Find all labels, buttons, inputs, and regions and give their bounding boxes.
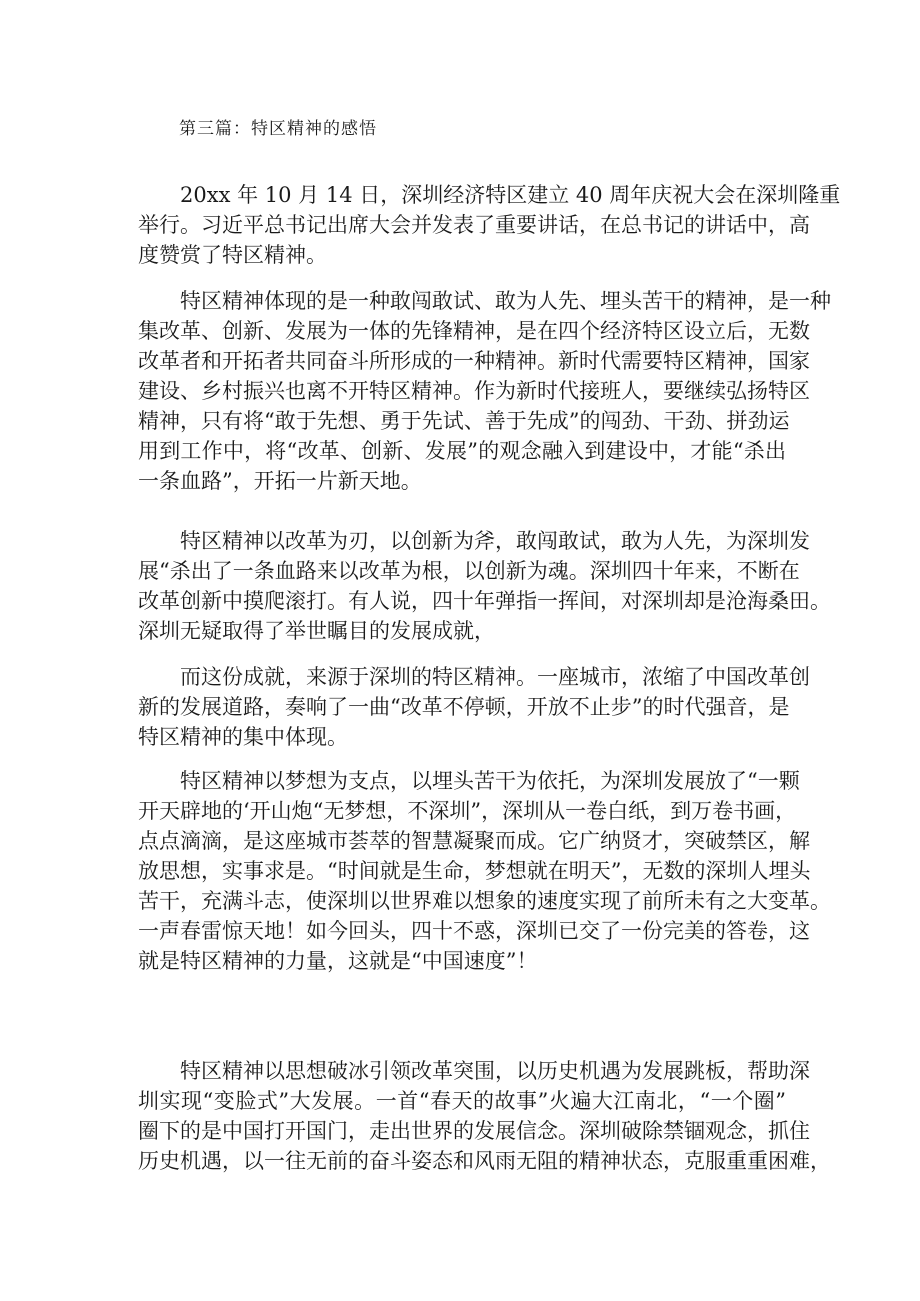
paragraph-line: 特区精神体现的是一种敢闯敢试、敢为人先、埋头苦干的精神，是一种 [180, 289, 831, 313]
paragraph-line: 一条血路”，开拓一片新天地。 [138, 469, 422, 493]
paragraph-line: 20xx 年 10 月 14 日，深圳经济特区建立 40 周年庆祝大会在深圳隆重 [180, 183, 841, 207]
paragraph-line: 展“杀出了一条血路来以改革为根，以创新为魂。深圳四十年来，不断在 [138, 559, 800, 583]
document-heading: 第三篇：特区精神的感悟 [179, 119, 377, 139]
paragraph-line: 特区精神以思想破冰引领改革突围，以历史机遇为发展跳板，帮助深 [180, 1059, 810, 1083]
paragraph-line: 特区精神的集中体现。 [138, 725, 348, 749]
paragraph-line: 就是特区精神的力量，这就是“中国速度”！ [138, 949, 538, 973]
paragraph-line: 新的发展道路，奏响了一曲“改革不停顿，开放不止步”的时代强音，是 [138, 695, 790, 719]
paragraph-line: 圳实现“变脸式”大发展。一首“春天的故事”火遍大江南北，“一个圈” [138, 1089, 786, 1113]
paragraph-line: 举行。习近平总书记出席大会并发表了重要讲话，在总书记的讲话中，高 [138, 213, 810, 237]
paragraph-line: 而这份成就，来源于深圳的特区精神。一座城市，浓缩了中国改革创 [180, 665, 810, 689]
paragraph-line: 用到工作中，将“改革、创新、发展”的观念融入到建设中，才能“杀出 [138, 439, 786, 463]
paragraph-line: 特区精神以改革为刃，以创新为斧，敢闯敢试，敢为人先，为深圳发 [180, 529, 810, 553]
paragraph-line: 集改革、创新、发展为一体的先锋精神，是在四个经济特区设立后，无数 [138, 319, 810, 343]
paragraph-line: 深圳无疑取得了举世瞩目的发展成就， [138, 619, 495, 643]
paragraph-line: 苦干，充满斗志，使深圳以世界难以想象的速度实现了前所未有之大变革。 [138, 889, 831, 913]
paragraph-line: 开天辟地的‘开山炮“无梦想，不深圳”，深圳从一卷白纸，到万卷书画， [138, 799, 797, 823]
paragraph-line: 点点滴滴，是这座城市荟萃的智慧凝聚而成。它广纳贤才，突破禁区，解 [138, 829, 810, 853]
paragraph-line: 圈下的是中国打开国门，走出世界的发展信念。深圳破除禁锢观念，抓住 [138, 1119, 810, 1143]
paragraph-line: 建设、乡村振兴也离不开特区精神。作为新时代接班人，要继续弘扬特区 [138, 379, 810, 403]
paragraph-line: 改革者和开拓者共同奋斗所形成的一种精神。新时代需要特区精神，国家 [138, 349, 810, 373]
paragraph-line: 放思想，实事求是。“时间就是生命，梦想就在明天”，无数的深圳人埋头 [138, 859, 811, 883]
paragraph-line: 特区精神以梦想为支点，以埋头苦干为依托，为深圳发展放了“一颗 [180, 769, 800, 793]
paragraph-line: 改革创新中摸爬滚打。有人说，四十年弹指一挥间，对深圳却是沧海桑田。 [138, 589, 831, 613]
paragraph-line: 度赞赏了特区精神。 [138, 243, 327, 267]
paragraph-line: 一声春雷惊天地！如今回头，四十不惑，深圳已交了一份完美的答卷，这 [138, 919, 810, 943]
paragraph-line: 历史机遇，以一往无前的奋斗姿态和风雨无阻的精神状态，克服重重困难， [138, 1149, 831, 1173]
paragraph-line: 精神，只有将“敢于先想、勇于先试、善于先成”的闯劲、干劲、拼劲运 [138, 409, 790, 433]
